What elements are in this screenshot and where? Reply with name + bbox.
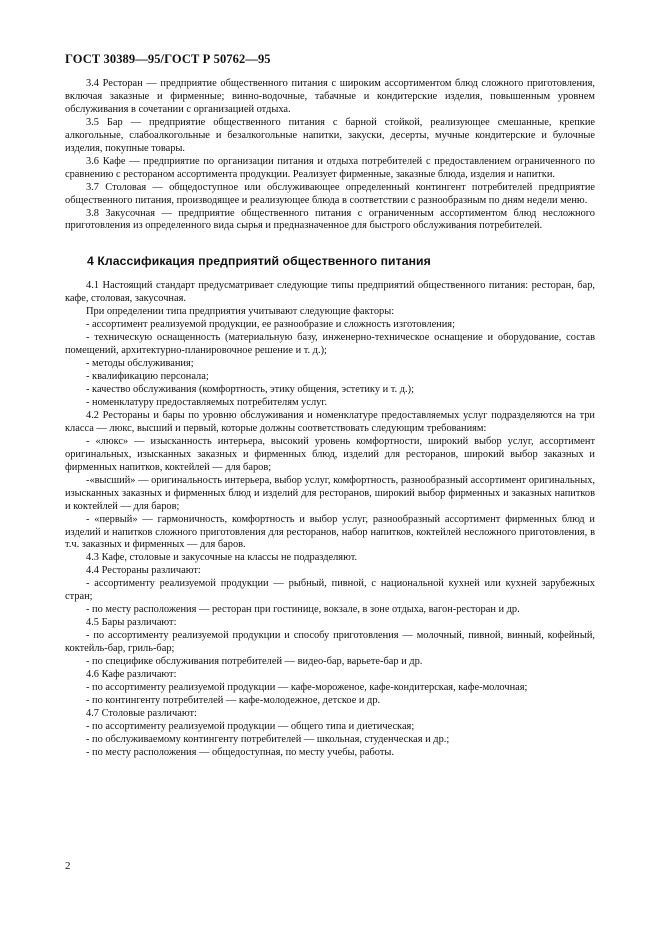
definition-canteen: 3.7 Столовая — общедоступное или обслуживающее определенный контингент потребителей предприятие общественного питания, производящее и реализующее блюда в соответствии с разнообразным по дням недели меню.	[65, 181, 595, 206]
list-item: - по контингенту потребителей — кафе-молодежное, детское и др.	[86, 694, 381, 706]
list-item: - по ассортименту реализуемой продукции — кафе-мороженое, кафе-кондитерская, кафе-молочная;	[86, 681, 528, 693]
paragraph: 4.3 Кафе, столовые и закусочные на классы не подразделяют.	[86, 552, 358, 564]
page-number: 2	[65, 860, 71, 872]
definition-restaurant: 3.4 Ресторан — предприятие общественного питания с широким ассортиментом блюд сложного приготовления, включая заказные и фирменные; винно-водочные, табачные и кондитерские изделия, повышенным уровнем обслуживания в сочетании с организацией отдыха.	[65, 78, 595, 115]
paragraph: 4.4 Рестораны различают:	[86, 565, 201, 577]
list-item: - по ассортименту реализуемой продукции и способу приготовления — молочный, пивной, винный, кофейный, коктейль-бар, гриль-бар;	[65, 630, 595, 655]
list-item: - по специфике обслуживания потребителей — видео-бар, варьете-бар и др.	[86, 656, 423, 668]
list-item: - методы обслуживания;	[86, 358, 194, 370]
definition-snack-bar: 3.8 Закусочная — предприятие общественного питания с ограниченным ассортиментом блюд несложного приготовления из определенного вида сырья и предназначенное для быстрого обслуживания потребителей.	[65, 207, 595, 232]
list-item: - «люкс» — изысканность интерьера, высокий уровень комфортности, широкий выбор услуг, ассортимент оригинальных, изысканных заказных и фирменных блюд, изделий для ресторанов, широкий выбор заказных и фирменных напитков, коктейлей — для баров;	[65, 435, 595, 473]
list-item: - по обслуживаемому контингенту потребителей — школьная, студенческая и др.;	[86, 733, 450, 745]
paragraph: 4.5 Бары различают:	[86, 617, 177, 629]
list-item: - квалификацию персонала;	[86, 371, 209, 383]
paragraph: 4.2 Рестораны и бары по уровню обслуживания и номенклатуре предоставляемых услуг подразделяются на три класса — люкс, высший и первый, которые должны соответствовать следующим требованиям:	[65, 409, 595, 434]
section-title: 4 Классификация предприятий общественного питания	[87, 254, 431, 269]
standard-code-header: ГОСТ 30389—95/ГОСТ Р 50762—95	[65, 52, 271, 66]
list-item: - номенклатуру предоставляемых потребителям услуг.	[86, 396, 328, 408]
list-item: - техническую оснащенность (материальную базу, инженерно-техническое оснащение и оборудование, состав помещений, архитектурно-планировочное решение и т. д.);	[65, 332, 595, 357]
list-item: - ассортименту реализуемой продукции — рыбный, пивной, с национальной кухней или кухней зарубежных стран;	[65, 578, 595, 603]
list-item: - по месту расположения — ресторан при гостинице, вокзале, в зоне отдыха, вагон-ресторан и др.	[86, 604, 520, 616]
list-item: - качество обслуживания (комфортность, этику общения, эстетику и т. д.);	[86, 384, 414, 396]
paragraph: При определении типа предприятия учитывают следующие факторы:	[86, 306, 395, 318]
definition-cafe: 3.6 Кафе — предприятие по организации питания и отдыха потребителей с предоставлением ограниченного по сравнению с рестораном ассортимента продукции. Реализует фирменные, заказные блюда, изделия и напитки.	[65, 155, 595, 180]
list-item: - по ассортименту реализуемой продукции — общего типа и диетическая;	[86, 720, 415, 732]
paragraph: 4.1 Настоящий стандарт предусматривает следующие типы предприятий общественного питания: ресторан, бар, кафе, столовая, закусочная.	[65, 280, 595, 305]
list-item: - по месту расположения — общедоступная, по месту учебы, работы.	[86, 746, 394, 758]
list-item: - ассортимент реализуемой продукции, ее разнообразие и сложность изготовления;	[86, 319, 455, 331]
list-item: -«высший» — оригинальность интерьера, выбор услуг, комфортность, разнообразный ассортимент оригинальных, изысканных заказных и фирменных блюд и изделий для ресторанов, широкий выбор фирменных и заказных напитков и коктейлей — для баров;	[65, 474, 595, 512]
document-body	[65, 78, 595, 760]
paragraph: 4.6 Кафе различают:	[86, 668, 177, 680]
list-item: - «первый» — гармоничность, комфортность и выбор услуг, разнообразный ассортимент фирменных блюд и изделий и напитков сложного приготовления для ресторанов, набор напитков, коктейлей несложного приготовления, в т.ч. заказных и фирменных — для баров.	[65, 513, 595, 551]
paragraph: 4.7 Столовые различают:	[86, 707, 197, 719]
definition-bar: 3.5 Бар — предприятие общественного питания с барной стойкой, реализующее смешанные, крепкие алкогольные, слабоалкогольные и безалкогольные напитки, закуски, десерты, мучные кондитерские и булочные изделия, покупные товары.	[65, 116, 595, 154]
